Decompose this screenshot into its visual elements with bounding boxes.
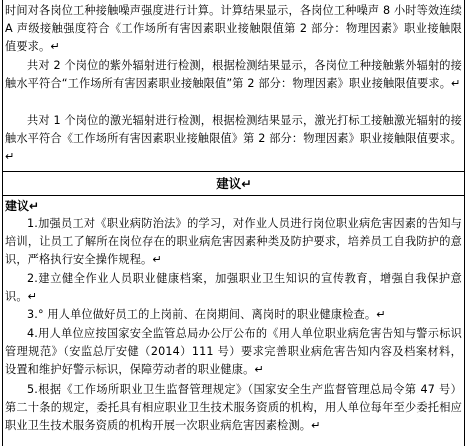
table-right-border: [464, 0, 465, 446]
paragraph-uv-result: 共对 2 个岗位的紫外辐射进行检测，根据检测结果显示，各岗位工种接触紫外辐射的接触水平符合“工作场所有害因素职业接触限值”第 2 部分：物理因素》职业接触限值要求。↵: [5, 59, 462, 91]
row-divider-bottom: [2, 195, 465, 196]
suggestion-item: 3.° 用人单位做好员工的上岗前、在岗期间、离岗时的职业健康检查。↵: [27, 308, 386, 321]
suggestion-item: 2.建立健全作业人员职业健康档案，加强职业卫生知识的宣传教育，增强自我保护意识。↵: [5, 272, 462, 304]
paragraph-laser-result: 共对 1 个岗位的激光辐射进行检测，根据检测结果显示，激光打标工接触激光辐射的接触水平符合《工作场所有害因素职业接触限值》第 2 部分：物理因素》职业接触限值要求。↵: [5, 114, 462, 164]
suggestion-item: 4.用人单位应按国家安全监管总局办公厅公布的《用人单位职业病危害告知与警示标识管理规范》（安监总厅安健（2014）111 号）要求完善职业病危害告知内容及档案材料，设置和维护好警示标识，保障劳动者的职业健康。↵: [5, 327, 462, 377]
suggestions-title: 建议↵: [5, 199, 40, 213]
suggestion-item: 1.加强员工对《职业病防治法》的学习，对作业人员进行岗位职业病危害因素的告知与培训，让员工了解所在岗位存在的职业病危害因素种类及防护要求，培养员工自我防护的意识，严格执行安全操作规程。↵: [5, 217, 462, 267]
row-divider-top: [2, 171, 465, 172]
table-left-border: [2, 0, 3, 446]
suggestion-item: 5.根据《工作场所职业卫生监督管理规定》（国家安全生产监督管理总局令第 47 号）第二十条的规定，委托具有相应职业卫生技术服务资质的机构，用人单位每年至少委托相应职业卫生技术服务资质的机构开展一次职业病危害因素检测。↵: [5, 383, 462, 433]
section-header-suggestions: 建议↵: [216, 176, 252, 191]
paragraph-noise-result: 时间对各岗位工种接触噪声强度进行计算。计算结果显示，各岗位工种噪声 8 小时等效连续 A 声级接触强度符合《工作场所有害因素职业接触限值第 2 部分：物理因素》职业接触限值要求。↵: [5, 4, 462, 54]
